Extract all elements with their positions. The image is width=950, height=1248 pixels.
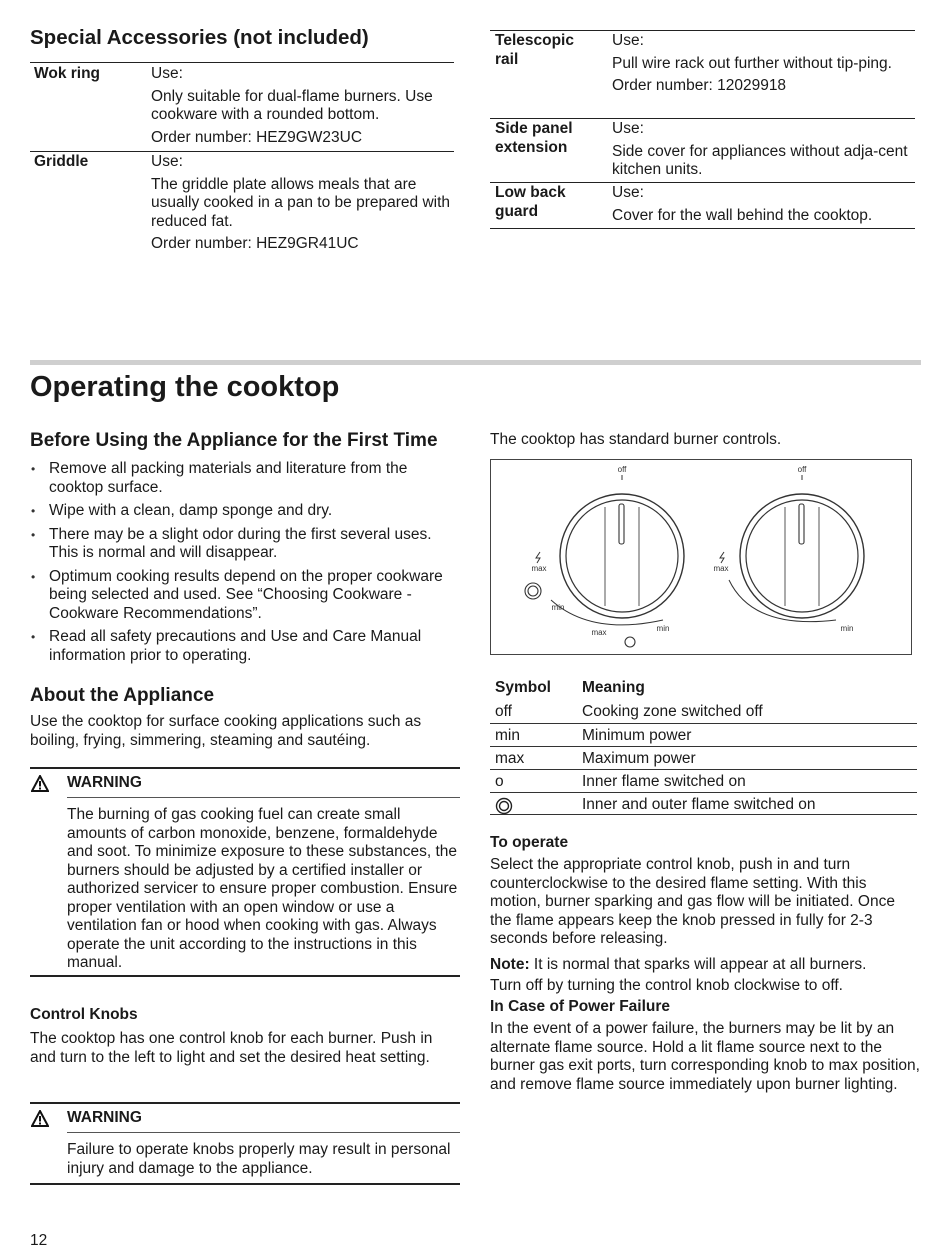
page-number: 12: [30, 1232, 48, 1248]
accessory-name: Low back guard: [495, 184, 566, 220]
table-row: [490, 746, 917, 769]
accessory-name: Side panel extension: [495, 120, 573, 156]
divider: [30, 62, 454, 63]
about-text: Use the cooktop for surface cooking applications such as boiling, frying, simmering, steaming and sautéing.: [30, 713, 422, 749]
knob-diagram-svg: [491, 460, 911, 654]
accessory-desc-text: Pull wire rack out further without tip-ping.: [612, 54, 892, 72]
before-use-list: [31, 460, 457, 670]
section-title: Operating the cooktop: [30, 371, 340, 403]
knob-label-min: min: [551, 603, 565, 612]
table-header: Symbol: [495, 679, 551, 696]
special-accessories-title: Special Accessories (not included): [30, 26, 369, 49]
accessory-description: [612, 32, 912, 100]
table-row: [490, 769, 917, 792]
list-item: • Wipe with a clean, damp sponge and dry.: [31, 502, 457, 521]
meaning-cell: Cooking zone switched off: [582, 703, 763, 720]
to-operate-title: To operate: [490, 834, 569, 851]
meaning-cell: Inner and outer flame switched on: [582, 796, 816, 813]
use-label: Use:: [612, 120, 644, 137]
knob-diagram: [490, 459, 912, 655]
accessory-desc-text: Side cover for appliances without adja-cent kitchen units.: [612, 142, 908, 178]
power-failure-text: In the event of a power failure, the burners may be lit by an alternate flame source. Hold a lit flame source next to the burner gas exit ports, turn corresponding knob to max position, and remove flame source immediately upon burner lighting.: [490, 1020, 920, 1093]
divider: [490, 182, 915, 183]
order-number: Order number: HEZ9GW23UC: [151, 128, 363, 146]
divider: [67, 1132, 460, 1133]
divider: [490, 228, 915, 229]
list-item: • There may be a slight odor during the first several uses. This is normal and will disappear.: [31, 526, 457, 563]
meaning-cell: Minimum power: [582, 727, 692, 744]
warning-icon: [31, 1110, 49, 1127]
knob-label-off: off: [797, 465, 807, 474]
divider: [30, 1102, 460, 1104]
turn-off-text: Turn off by turning the control knob clockwise to off.: [490, 977, 843, 994]
control-knobs-text: The cooktop has one control knob for each burner. Push in and turn to the left to light and set the desired heat setting.: [30, 1030, 433, 1066]
note-text: It is normal that sparks will appear at all burners.: [533, 956, 867, 973]
order-number: Order number: HEZ9GR41UC: [151, 235, 359, 252]
accessory-description: [151, 153, 451, 258]
table-row: [490, 700, 917, 723]
accessory-description: [151, 65, 451, 151]
divider: [490, 30, 915, 31]
controls-intro: The cooktop has standard burner controls.: [490, 431, 782, 448]
symbol-cell: off: [495, 703, 512, 720]
symbol-table: [490, 676, 917, 815]
accessory-name: Griddle: [34, 153, 89, 170]
divider: [30, 767, 460, 769]
accessory-desc-text: Cover for the wall behind the cooktop.: [612, 206, 873, 224]
divider: [30, 1183, 460, 1185]
table-row: [490, 723, 917, 746]
warning-text: Failure to operate knobs properly may result in personal injury and damage to the appliance.: [67, 1141, 451, 1177]
order-number: Order number: 12029918: [612, 77, 787, 94]
accessory-name: Telescopic rail: [495, 32, 574, 68]
symbol-cell: min: [495, 727, 520, 744]
accessory-desc-text: Only suitable for dual-flame burners. Use cookware with a rounded bottom.: [151, 87, 433, 123]
symbol-cell: o: [495, 773, 504, 790]
section-band: [30, 360, 921, 365]
divider: [490, 118, 915, 119]
use-label: Use:: [151, 65, 183, 82]
use-label: Use:: [151, 153, 183, 170]
warning-text: The burning of gas cooking fuel can create small amounts of carbon monoxide, benzene, formaldehyde and soot. To minimize exposure to these substances, the burners should be adjusted by a certified installer or authorized servicer to ensure proper combustion. Ensure proper ventilation with an open window or use a ventilation fan or hood when cooking with gas. Always operate the unit according to the instructions in this manual.: [67, 806, 458, 971]
list-item: • Optimum cooking results depend on the proper cookware being selected and used. See “Choosing Cookware - Cookware Recommendations”.: [31, 568, 457, 624]
divider: [30, 975, 460, 977]
spark-icon: [720, 552, 724, 563]
list-item: • Remove all packing materials and literature from the cooktop surface.: [31, 460, 457, 497]
symbol-cell: max: [495, 750, 525, 767]
dual-flame-icon: [495, 797, 513, 815]
knob-label-off: off: [617, 465, 627, 474]
meaning-cell: Inner flame switched on: [582, 773, 746, 790]
knob-label-max: max: [531, 564, 547, 573]
note-label: Note:: [490, 956, 530, 973]
to-operate-text: Select the appropriate control knob, push in and turn counterclockwise to the desired flame setting. With this motion, burner sparking and gas flow will be initiated. Once the flame appears keep the knob pressed in fully for 2-3 seconds before releasing.: [490, 856, 895, 947]
knob-label-min: min: [840, 624, 854, 633]
knob-label-max: max: [591, 628, 607, 637]
inner-flame-icon: [625, 637, 635, 647]
use-label: Use:: [612, 184, 644, 201]
warning-label: WARNING: [67, 1109, 142, 1126]
warning-icon: [31, 775, 49, 792]
table-header: Meaning: [582, 679, 645, 696]
accessory-desc-text: The griddle plate allows meals that are usually cooked in a pan to be prepared with reduced fat.: [151, 175, 451, 230]
dual-flame-icon: [525, 583, 541, 599]
knob-label-max: max: [713, 564, 729, 573]
power-failure-title: In Case of Power Failure: [490, 998, 671, 1015]
about-title: About the Appliance: [30, 685, 215, 706]
control-knobs-title: Control Knobs: [30, 1006, 138, 1023]
divider: [30, 151, 454, 152]
table-header-row: [490, 676, 917, 700]
use-label: Use:: [612, 32, 644, 49]
divider: [67, 797, 460, 798]
note: [490, 956, 920, 975]
meaning-cell: Maximum power: [582, 750, 696, 767]
table-row: [490, 792, 917, 815]
warning-label: WARNING: [67, 774, 142, 791]
spark-icon: [536, 552, 540, 563]
accessory-description: [612, 120, 912, 184]
knob-label-min: min: [656, 624, 670, 633]
list-item: • Read all safety precautions and Use and Care Manual information prior to operating.: [31, 628, 457, 665]
accessory-description: [612, 184, 912, 229]
accessory-name: Wok ring: [34, 65, 101, 82]
before-use-title: Before Using the Appliance for the First Time: [30, 430, 438, 451]
